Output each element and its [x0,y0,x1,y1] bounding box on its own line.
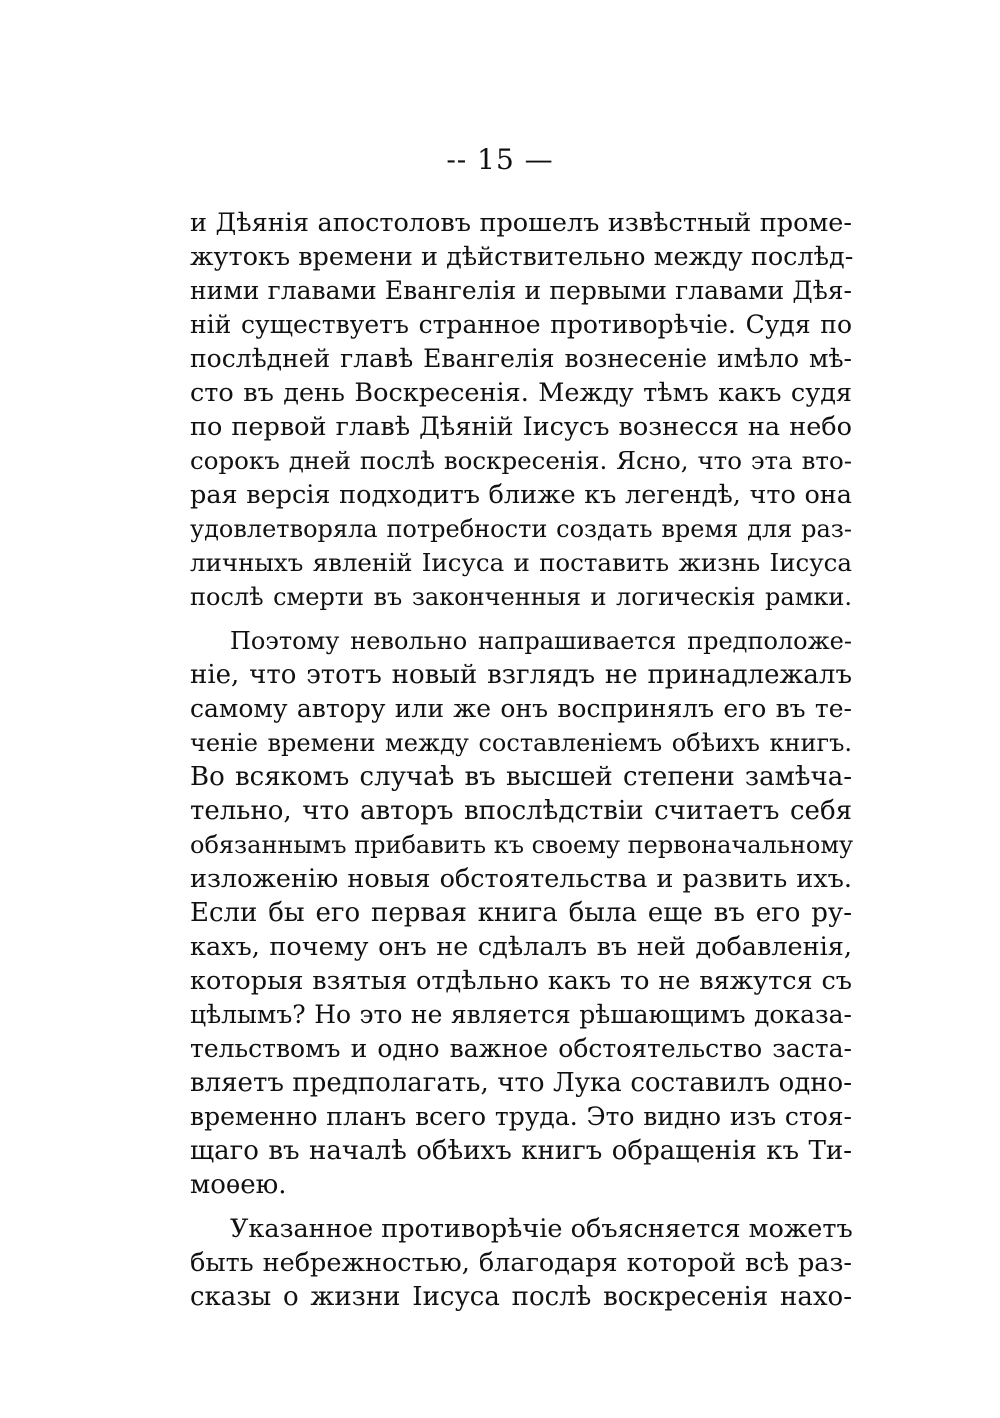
text-line: изложенію новыя обстоятельства и развить ихъ. [190,864,852,894]
text-line: временно планъ всего труда. Это видно изъ стоя- [190,1102,852,1131]
text-line: ченіе времени между составленіемъ обѣихъ книгъ. [190,729,852,757]
text-line: рая версія подходитъ ближе къ легендѣ, что она [190,480,852,510]
text-line: жутокъ времени и дѣйствительно между послѣд- [190,242,854,272]
text-line: сорокъ дней послѣ воскресенія. Ясно, что эта вто- [190,446,852,475]
text-line: сто въ день Воскресенія. Между тѣмъ какъ судя [190,378,852,408]
paragraph-1 [190,206,852,614]
text-line: Во всякомъ случаѣ въ высшей степени замѣча- [190,762,852,792]
text-line: по первой главѣ Дѣяній Іисусъ вознесся на небо [190,412,852,442]
text-line: которыя взятыя отдѣльно какъ то не вяжутся съ [190,966,852,996]
page-number: -- 15 — [446,143,554,176]
text-line: послѣ смерти въ законченныя и логическія рамки. [190,583,852,611]
text-line: ними главами Евангелія и первыми главами Дѣя- [190,276,852,305]
text-line: удовлетворяла потребности создать время для раз- [190,515,852,543]
text-line: послѣдней главѣ Евангелія вознесеніе имѣло мѣ- [190,344,852,373]
text-line: щаго въ началѣ обѣихъ книгъ обращенія къ Ти- [190,1136,852,1166]
text-line: Поэтому невольно напрашивается предположе- [230,627,852,655]
text-line: быть небрежностью, благодаря которой всѣ раз- [190,1248,852,1278]
text-line: ніе, что этотъ новый взглядъ не принадлежалъ [190,660,852,690]
text-line: цѣлымъ? Но это не является рѣшающимъ доказа- [190,1000,852,1029]
body-text [190,206,852,1314]
text-line: личныхъ явленій Іисуса и поставить жизнь Іисуса [190,548,852,577]
text-line: ній существуетъ странное противорѣчіе. Судя по [190,310,852,339]
text-line: моѳею. [190,1170,287,1200]
paragraph-3 [190,1212,852,1314]
text-line: обязаннымъ прибавить къ своему первоначальному [190,831,854,859]
text-line: кахъ, почему онъ не сдѣлалъ въ ней добавленія, [190,932,852,962]
text-line: сказы о жизни Іисуса послѣ воскресенія нахо- [190,1282,852,1312]
text-line: Если бы его первая книга была еще въ его ру- [190,898,852,928]
text-line: самому автору или же онъ воспринялъ его въ те- [190,694,852,723]
paragraph-2 [190,624,852,1202]
text-line: и Дѣянія апостоловъ прошелъ извѣстный проме- [190,208,852,238]
text-line: Указанное противорѣчіе объясняется можетъ [230,1214,853,1244]
text-line: тельно, что авторъ впослѣдствіи считаетъ себя [190,796,852,826]
text-line: вляетъ предполагать, что Лука составилъ одно- [190,1068,852,1098]
text-line: тельствомъ и одно важное обстоятельство заста- [190,1034,852,1063]
